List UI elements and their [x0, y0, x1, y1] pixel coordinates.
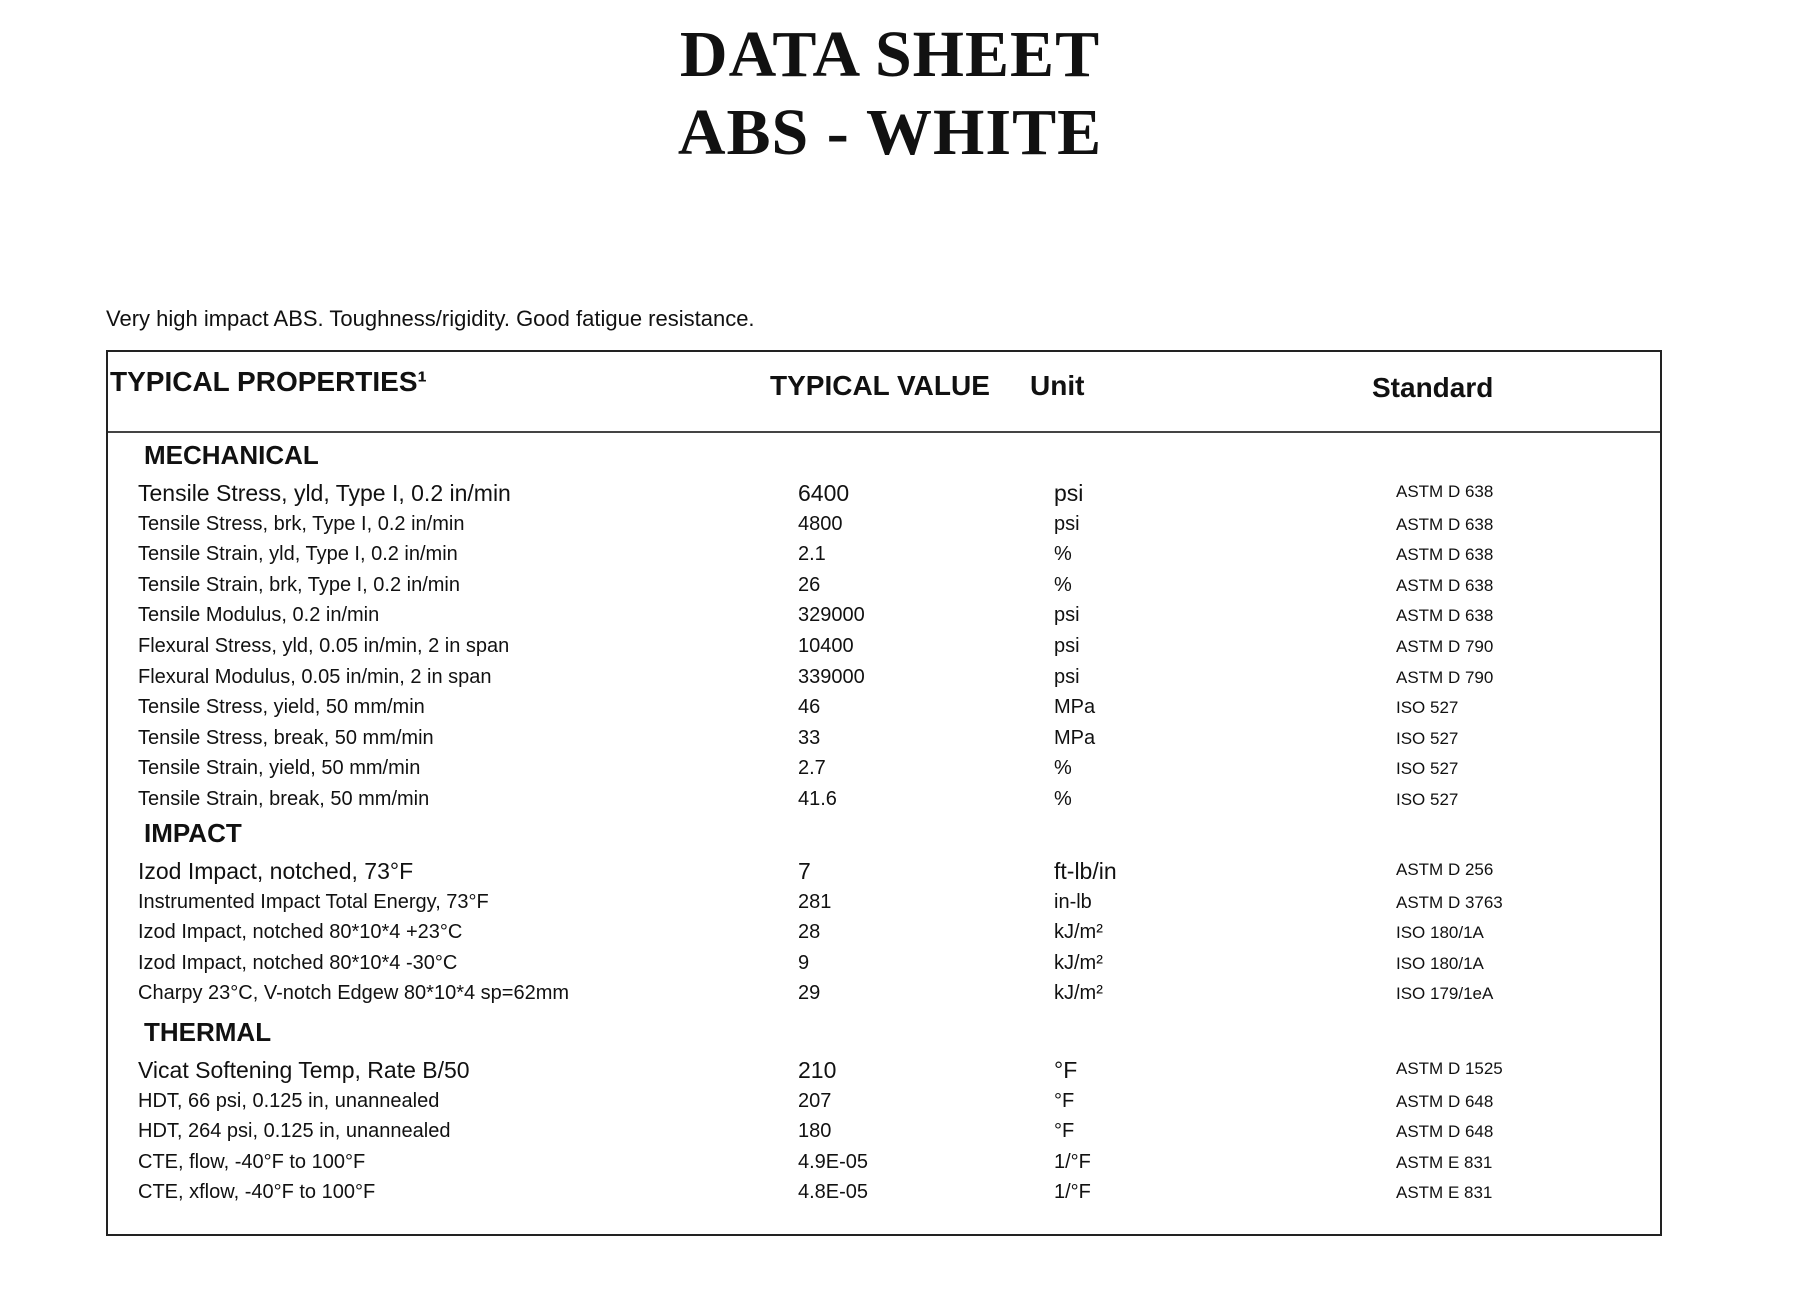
- table-row: [108, 1181, 1660, 1211]
- standard-cell: ISO 179/1eA: [1396, 984, 1494, 1004]
- property-cell: Izod Impact, notched 80*10*4 +23°C: [138, 921, 463, 944]
- table-row: [108, 1057, 1660, 1087]
- standard-cell: ASTM D 638: [1396, 514, 1494, 534]
- property-cell: CTE, flow, -40°F to 100°F: [138, 1150, 366, 1173]
- standard-cell: ASTM E 831: [1396, 1152, 1493, 1172]
- unit-cell: °F: [1054, 1057, 1078, 1083]
- property-cell: Instrumented Impact Total Energy, 73°F: [138, 890, 489, 913]
- header-typical-value: TYPICAL VALUE: [770, 370, 990, 401]
- table-row: [108, 891, 1660, 921]
- unit-cell: psi: [1054, 665, 1080, 688]
- value-cell: 46: [798, 696, 821, 719]
- value-cell: 210: [798, 1057, 837, 1083]
- value-cell: 281: [798, 890, 832, 913]
- table-row: [108, 696, 1660, 726]
- table-row: [108, 1151, 1660, 1181]
- standard-cell: ASTM D 638: [1396, 545, 1494, 565]
- property-cell: Izod Impact, notched, 73°F: [138, 858, 414, 884]
- standard-cell: ASTM D 790: [1396, 667, 1494, 687]
- section-heading: IMPACT: [144, 818, 242, 848]
- standard-cell: ISO 180/1A: [1396, 953, 1484, 973]
- value-cell: 180: [798, 1120, 832, 1143]
- property-cell: Flexural Modulus, 0.05 in/min, 2 in span: [138, 665, 492, 688]
- standard-cell: ASTM D 648: [1396, 1122, 1494, 1142]
- unit-cell: psi: [1054, 480, 1084, 506]
- value-cell: 2.1: [798, 543, 826, 566]
- table-row: [108, 666, 1660, 696]
- table-row: [108, 543, 1660, 573]
- property-cell: CTE, xflow, -40°F to 100°F: [138, 1181, 376, 1204]
- value-cell: 6400: [798, 480, 850, 506]
- section-heading: MECHANICAL: [144, 440, 319, 470]
- product-description: Very high impact ABS. Toughness/rigidity. Good fatigue resistance.: [106, 306, 755, 331]
- property-cell: Tensile Strain, break, 50 mm/min: [138, 788, 430, 810]
- title-line-2: ABS - WHITE: [677, 96, 1103, 169]
- header-standard: Standard: [1372, 372, 1494, 403]
- value-cell: 10400: [798, 635, 854, 657]
- unit-cell: %: [1054, 543, 1072, 566]
- standard-cell: ASTM D 1525: [1396, 1059, 1503, 1078]
- standard-cell: ASTM D 638: [1396, 606, 1494, 626]
- property-cell: HDT, 264 psi, 0.125 in, unannealed: [138, 1120, 451, 1143]
- unit-cell: %: [1054, 573, 1072, 596]
- value-cell: 26: [798, 573, 821, 596]
- property-cell: Vicat Softening Temp, Rate B/50: [138, 1057, 470, 1083]
- standard-cell: ISO 180/1A: [1396, 923, 1484, 943]
- property-cell: Tensile Strain, yield, 50 mm/min: [138, 757, 421, 780]
- property-cell: Tensile Stress, break, 50 mm/min: [138, 726, 434, 749]
- unit-cell: °F: [1054, 1120, 1075, 1143]
- property-cell: Tensile Stress, yield, 50 mm/min: [138, 696, 425, 719]
- property-cell: Izod Impact, notched 80*10*4 -30°C: [138, 951, 458, 974]
- unit-cell: in-lb: [1054, 890, 1092, 913]
- header-divider: [108, 431, 1660, 433]
- standard-cell: ASTM D 256: [1396, 860, 1494, 879]
- value-cell: 41.6: [798, 788, 837, 810]
- unit-cell: °F: [1054, 1089, 1075, 1112]
- table-row: [108, 982, 1660, 1012]
- value-cell: 329000: [798, 604, 865, 627]
- property-cell: HDT, 66 psi, 0.125 in, unannealed: [138, 1089, 440, 1112]
- unit-cell: 1/°F: [1054, 1150, 1091, 1173]
- table-row: [108, 480, 1660, 510]
- standard-cell: ASTM D 790: [1396, 637, 1494, 656]
- property-cell: Tensile Strain, brk, Type I, 0.2 in/min: [138, 573, 461, 596]
- standard-cell: ASTM D 638: [1396, 575, 1494, 595]
- standard-cell: ISO 527: [1396, 790, 1459, 809]
- title-line-1: DATA SHEET: [679, 18, 1101, 91]
- table-row: [108, 727, 1660, 757]
- unit-cell: psi: [1054, 635, 1080, 657]
- unit-cell: MPa: [1054, 696, 1096, 719]
- unit-cell: ft-lb/in: [1054, 858, 1117, 884]
- standard-cell: ASTM D 638: [1396, 482, 1494, 501]
- table-row: [108, 757, 1660, 787]
- value-cell: 33: [798, 726, 821, 749]
- value-cell: 28: [798, 921, 821, 944]
- value-cell: 7: [798, 858, 811, 884]
- property-cell: Flexural Stress, yld, 0.05 in/min, 2 in span: [138, 635, 510, 657]
- unit-cell: kJ/m²: [1054, 951, 1103, 974]
- properties-table: [106, 350, 1662, 1236]
- property-cell: Charpy 23°C, V-notch Edgew 80*10*4 sp=62mm: [138, 982, 570, 1005]
- unit-cell: MPa: [1054, 726, 1096, 749]
- table-row: [108, 604, 1660, 634]
- standard-cell: ASTM D 3763: [1396, 892, 1503, 912]
- table-row: [108, 574, 1660, 604]
- standard-cell: ASTM D 648: [1396, 1091, 1494, 1111]
- table-row: [108, 858, 1660, 888]
- unit-cell: %: [1054, 788, 1072, 810]
- unit-cell: psi: [1054, 512, 1080, 535]
- value-cell: 339000: [798, 665, 865, 688]
- value-cell: 9: [798, 951, 810, 974]
- unit-cell: kJ/m²: [1054, 921, 1103, 944]
- property-cell: Tensile Strain, yld, Type I, 0.2 in/min: [138, 543, 458, 566]
- value-cell: 207: [798, 1089, 832, 1112]
- unit-cell: %: [1054, 757, 1072, 780]
- standard-cell: ASTM E 831: [1396, 1183, 1493, 1203]
- table-row: [108, 513, 1660, 543]
- table-row: [108, 1120, 1660, 1150]
- standard-cell: ISO 527: [1396, 759, 1459, 779]
- table-row: [108, 921, 1660, 951]
- header-unit: Unit: [1030, 370, 1085, 401]
- property-cell: Tensile Stress, yld, Type I, 0.2 in/min: [138, 480, 511, 506]
- table-row: [108, 952, 1660, 982]
- table-row: [108, 788, 1660, 818]
- unit-cell: kJ/m²: [1054, 982, 1103, 1005]
- table-row: [108, 635, 1660, 665]
- property-cell: Tensile Stress, brk, Type I, 0.2 in/min: [138, 512, 465, 535]
- property-cell: Tensile Modulus, 0.2 in/min: [138, 604, 380, 627]
- header-typical-properties: TYPICAL PROPERTIES¹: [110, 366, 427, 397]
- value-cell: 2.7: [798, 757, 826, 780]
- value-cell: 4.9E-05: [798, 1150, 869, 1173]
- unit-cell: psi: [1054, 604, 1080, 627]
- value-cell: 29: [798, 982, 821, 1005]
- standard-cell: ISO 527: [1396, 728, 1459, 748]
- table-row: [108, 1090, 1660, 1120]
- value-cell: 4800: [798, 512, 843, 535]
- value-cell: 4.8E-05: [798, 1181, 869, 1204]
- unit-cell: 1/°F: [1054, 1181, 1091, 1204]
- section-heading: THERMAL: [144, 1017, 272, 1047]
- standard-cell: ISO 527: [1396, 698, 1459, 718]
